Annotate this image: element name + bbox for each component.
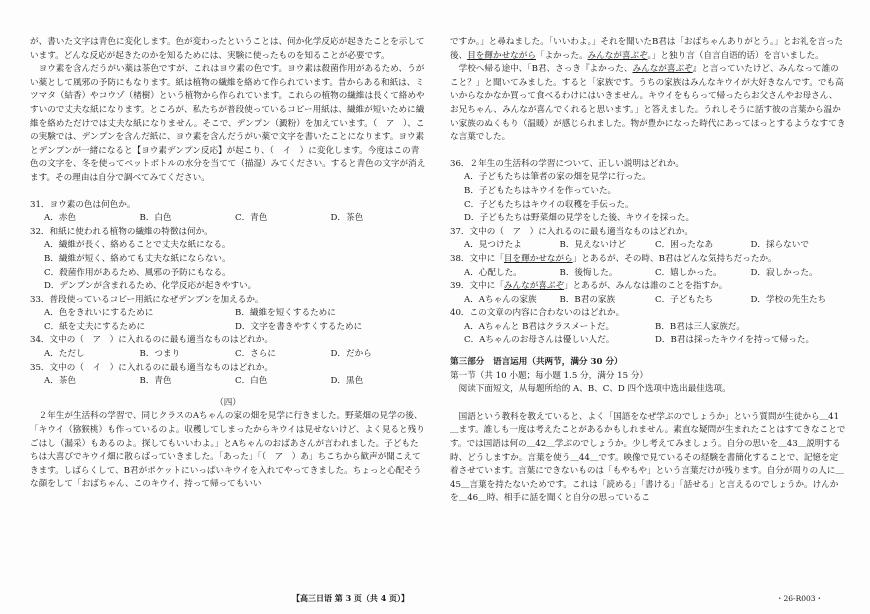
question-stem: 34．文中の（ ア ）に入れるのに最も適当なものはどれか。	[30, 335, 273, 346]
answer-option: A．赤色	[44, 213, 76, 224]
passage-4-paragraph: 学校へ帰る途中、「B君、さっき『よかった、みんなが喜ぶぞ』と言っていたけど、みんなって誰のこと？」と聞いてみました。すると「家族です。うちの家族はみんなキウイが大好きなんです。でも高いからなかなか買って食べるわけにはいきません。キウイをもらって帰ったらお父さんやお母さん、お兄ちゃん、みんなが喜んでくれると思います。」と答えました。うれしそうに話す彼の言葉から温かい家族のぬくもり（温暖）が感じられました。物が豊かになった時代にあってほっとするようなすてきな言葉でした。	[450, 64, 846, 143]
question	[450, 226, 846, 253]
answer-option: C．困ったなあ	[655, 240, 714, 251]
answer-option: B．子どもたちはキウイを作っていた。	[464, 185, 617, 196]
page-footer: 【高三日语 第 3 页（共 4 页）】	[292, 593, 410, 603]
answer-option: C．嬉しかった。	[655, 267, 722, 278]
answer-option: D．だから	[330, 349, 372, 360]
answer-option: A．色をきれいにするために	[44, 308, 154, 319]
answer-option: C．殺菌作用があるため、風邪の予防にもなる。	[44, 267, 231, 278]
answer-option: C．青色	[235, 213, 268, 224]
passage-paragraph: が、書いた文字は青色に変化します。色が変わったということは、何か化学反応が起きたことを示しています。どんな反応が起きたのかを知るためには、実験に使ったものを知ることが必要です。	[30, 37, 425, 61]
answer-option: B．見えないけど	[559, 240, 626, 251]
question-stem: 32．和紙に使われる植物の繊維の特徴は何か。	[30, 226, 213, 237]
answer-option: B．B君の家族	[559, 294, 616, 305]
part3-subtitle: 第一节（共 10 小题；每小题 1.5 分，满分 15 分）	[450, 370, 649, 381]
answer-option: D．黒色	[330, 376, 364, 387]
answer-option: C．紙を丈夫にするために	[44, 321, 146, 332]
answer-option: B．白色	[139, 213, 172, 224]
answer-option: D．茶色	[330, 213, 364, 224]
answer-option: D．寂しかった。	[750, 267, 818, 278]
answer-option: A．Aちゃんと B君はクラスメートだ。	[464, 321, 615, 332]
answer-option: B．青色	[139, 376, 172, 387]
page-code: ・26-R003・	[776, 594, 824, 603]
answer-option: D．学校の先生たち	[750, 294, 827, 305]
answer-option: B．繊維が短く、絡めても丈夫な紙にならない。	[44, 253, 231, 264]
question-stem: 37．文中の（ ア ）に入れるのに最も適当なものはどれか。	[450, 226, 693, 237]
part3-instruction: 阅读下面短文，从每题所给的 A、B、C、D 四个选项中选出最佳选项。	[458, 384, 731, 395]
answer-option: C．さらに	[235, 349, 276, 360]
answer-option: A．子どもたちは筆者の家の畑を見学に行った。	[464, 172, 651, 183]
answer-option: C．白色	[235, 376, 268, 387]
question	[30, 362, 426, 389]
answer-option: C．子どもたちはキウイの収穫を手伝った。	[464, 199, 634, 210]
question-stem: 40．この文章の内容に合わないのはどれか。	[450, 308, 625, 319]
answer-option: B．つまり	[139, 349, 181, 360]
answer-option: A．繊維が長く、絡めることで丈夫な紙になる。	[44, 240, 231, 251]
question-stem: 36．２年生の生活科の学習について、正しい説明はどれか。	[450, 158, 685, 169]
question	[30, 199, 426, 226]
answer-option: A．Aちゃんの家族	[464, 294, 537, 305]
question	[450, 158, 846, 226]
question	[450, 307, 846, 348]
question-stem: 35．文中の（ イ ）に入れるのに最も適当なものはどれか。	[30, 362, 273, 373]
question	[450, 280, 846, 307]
part3-title: 第三部分 语言运用（共两节，满分 30 分）	[450, 357, 623, 368]
answer-option: B．B君は三人家族だ。	[655, 321, 745, 332]
answer-option: D．B君は採ったキウイを持って帰った。	[655, 335, 815, 346]
question-stem: 39．文中に「みんなが喜ぶぞ」とあるが、みんなは誰のことを指すか。	[450, 281, 728, 292]
section-title: （四）	[215, 397, 241, 408]
answer-option: D．デンプンが含まれるため、化学反応が起きやすい。	[44, 281, 257, 292]
passage-4: ２年生が生活科の学習で、同じクラスのAちゃんの家の畑を見学に行きました。野菜畑の見学の後、「キウイ（猕猴桃）も作っているのよ。収穫してしまったからキウイは見せないけど、よく見ると残りごはし（漏采）もあるのよ。探してもいいわよ。」とAちゃんのおばあさんが言われました。子どもたちは大喜びでキウイ畑に散らばっていきました。「あった」「（ ア ）あ」ちこちから歓声が聞こえてきます。しばらくして、B君がポケットにいっぱいキウイを入れてやってきました。ちょっと心配そうな顔をして「おばちゃん、このキウイ、持って帰ってもいい	[30, 411, 425, 490]
answer-option: A．心配した。	[464, 267, 522, 278]
answer-option: C．Aちゃんのお母さんは優しい人だ。	[464, 335, 615, 346]
question-stem: 38．文中に「目を輝かせながら」とあるが、その時、B君はどんな気持ちだったか。	[450, 253, 777, 264]
cloze-passage: 国語という教科を教えていると、よく「国語をなぜ学ぶのでしょうか」という質問が生徒から＿41＿ます。誰しも一度は考えたことがあるかもしれません。素直な疑問が生まれたことはすてきなことです。では国語は何の＿42＿学ぶのでしょうか。少し考えてみましょう。自分の思いを＿43＿説明する時、どうしますか。言葉を使う＿44＿です。映像で見ているその経験を書簡化することで、記憶を定着させています。言葉にできないものは「もやもや」という言葉だけが残ります。自分が周りの人に＿45＿言葉を持たないためです。これは「読める」「書ける」「話せる」と言えるのでしょうか。けんかを＿46＿時、相手に話を聞くと自分の思っているこ	[450, 411, 846, 504]
answer-option: B．後悔した。	[559, 267, 618, 278]
question	[30, 334, 426, 361]
passage-paragraph: ヨウ素を含んだうがい薬は茶色ですが、これはヨウ素の色です。ヨウ素は殺菌作用があるため、うがい薬として風邪の予防にもなります。紙は植物の繊維を絡めて作られています。昔からある和紙は、ミツマタ（結香）やコウゾ（楮樹）という植物から作られています。これらの植物の繊維は長くて絡めやすいので丈夫な紙になります。ところが、私たちが普段使っているコピー用紙は、繊維が短いために繊維を絡めただけでは丈夫な紙になりません。そこで、デンプン（澱粉）を加えています。（ ア ）、この実験では、デンプンを含んだ紙に、ヨウ素を含んだうがい薬で文字を書いたことになります。ヨウ素とデンプンが一緒になると【ヨウ素デンプン反応】が起こり、（ イ ）に変化します。今度はこの青色の文字を、冬を使ってペットボトルの水分を当てて（描湿）みてください。すると青色の文字が消えます。その理由は自分で調べてみてください。	[30, 64, 426, 183]
passage-4-continued: ですか。」と尋ねました。「いいわよ。」それを聞いたB君は「おばちゃんありがとう。」とお礼を言った後、目を輝かせながら「よかった。みんなが喜ぶぞ。」と独り言（自言自语的话）を言いました。	[450, 37, 844, 61]
answer-option: D．子どもたちは野菜畑の見学をした後、キウイを採った。	[464, 213, 695, 224]
left-column	[30, 36, 426, 492]
question-stem: 31．ヨウ素の色は何色か。	[30, 199, 136, 210]
answer-option: D．文字を書きやすくするために	[235, 321, 363, 332]
answer-option: A．見つけたよ	[464, 240, 522, 251]
right-column	[450, 36, 846, 506]
answer-option: C．子どもたち	[655, 294, 714, 305]
answer-option: A．ただし	[44, 349, 85, 360]
question	[30, 294, 426, 335]
question-stem: 33．普段使っているコピー用紙になぜデンプンを加えるか。	[30, 294, 264, 305]
answer-option: D．採らないで	[750, 240, 809, 251]
question	[450, 253, 846, 280]
answer-option: A．茶色	[44, 376, 76, 387]
question	[30, 226, 426, 294]
answer-option: B．繊維を短くするために	[235, 308, 336, 319]
